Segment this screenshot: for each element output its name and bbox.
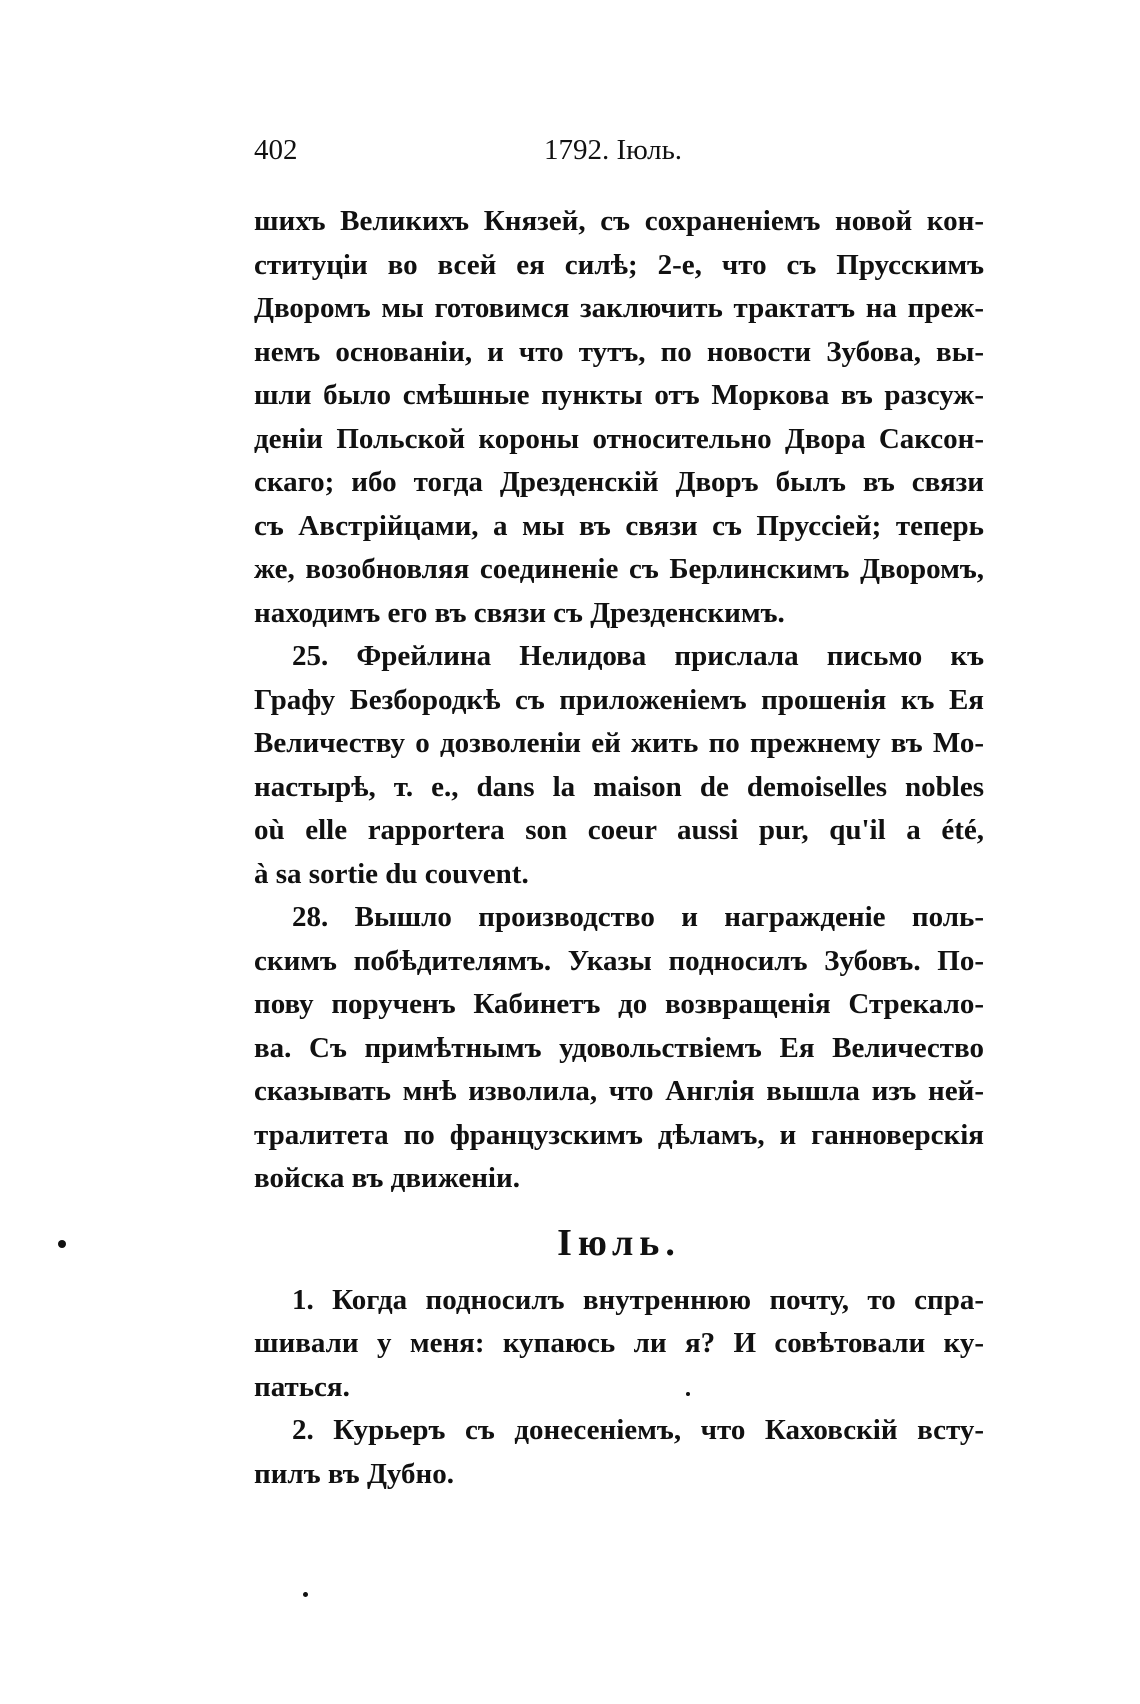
text-line: Величеству о дозволенiи ей жить по прежнему въ Мо-: [254, 727, 984, 759]
text-line: шихъ Великихъ Князей, съ сохраненiемъ новой кон-: [254, 205, 984, 237]
text-line: шли было смѣшные пункты отъ Моркова въ разсуж-: [254, 379, 984, 411]
text-line: съ Австрiйцами, а мы въ связи съ Пруссiей; теперь: [254, 509, 984, 542]
text-line: à sa sortie du couvent.: [254, 857, 529, 890]
scan-speck: [686, 1392, 690, 1396]
text-line: où elle rapportera son coeur aussi pur, qu'il a été,: [254, 814, 984, 846]
month-heading: Iюль.: [557, 1221, 681, 1264]
page-number: 402: [254, 134, 298, 166]
text-line: скаго; ибо тогда Дрезденскiй Дворъ былъ въ связи: [254, 466, 984, 498]
text-line: ва. Съ примѣтнымъ удовольствiемъ Ея Величество: [254, 1031, 984, 1064]
entry-28-line: 28. Вышло производство и награжденiе поль-: [292, 901, 984, 933]
running-head: 1792. Iюль.: [544, 134, 683, 166]
text-line: немъ основанiи, и что тутъ, по новости Зубова, вы-: [254, 335, 984, 368]
text-line: Графу Безбородкѣ съ приложенiемъ прошенiя къ Ея: [254, 683, 984, 716]
text-line: сказывать мнѣ изволила, что Англiя вышла изъ ней-: [254, 1075, 984, 1107]
text-line: скимъ побѣдителямъ. Указы подносилъ Зубовъ. По-: [254, 944, 984, 977]
text-line: ституцiи во всей ея силѣ; 2-е, что съ Прусскимъ: [254, 248, 984, 281]
entry-25-line: 25. Фрейлина Нелидова прислала письмо къ: [292, 640, 984, 672]
text-line: пову порученъ Кабинетъ до возвращенiя Стрекало-: [254, 988, 984, 1020]
text-line: денiи Польской короны относительно Двора Саксон-: [254, 422, 984, 455]
text-line: находимъ его въ связи съ Дрезденскимъ.: [254, 596, 785, 629]
body-text: [254, 200, 984, 1496]
text-line: шивали у меня: купаюсь ли я? И совѣтовали ку-: [254, 1327, 984, 1359]
text-line: тралитета по французскимъ дѣламъ, и ганноверскiя: [254, 1118, 984, 1151]
scan-speck: [303, 1592, 308, 1597]
entry-2-line: 2. Курьеръ съ донесенiемъ, что Каховскiй всту-: [292, 1414, 984, 1446]
text-line: пилъ въ Дубно.: [254, 1457, 454, 1490]
entry-1-line: 1. Когда подносилъ внутреннюю почту, то спра-: [292, 1283, 984, 1316]
page-header: [254, 134, 984, 178]
text-line: войска въ движенiи.: [254, 1162, 520, 1194]
text-line: Дворомъ мы готовимся заключить трактатъ на преж-: [254, 292, 984, 324]
text-line: же, возобновляя соединенiе съ Берлинскимъ Дворомъ,: [254, 553, 984, 585]
text-line: паться.: [254, 1370, 350, 1403]
scan-speck: [58, 1240, 66, 1248]
text-line: настырѣ, т. е., dans la maison de demoiselles nobles: [254, 770, 984, 803]
